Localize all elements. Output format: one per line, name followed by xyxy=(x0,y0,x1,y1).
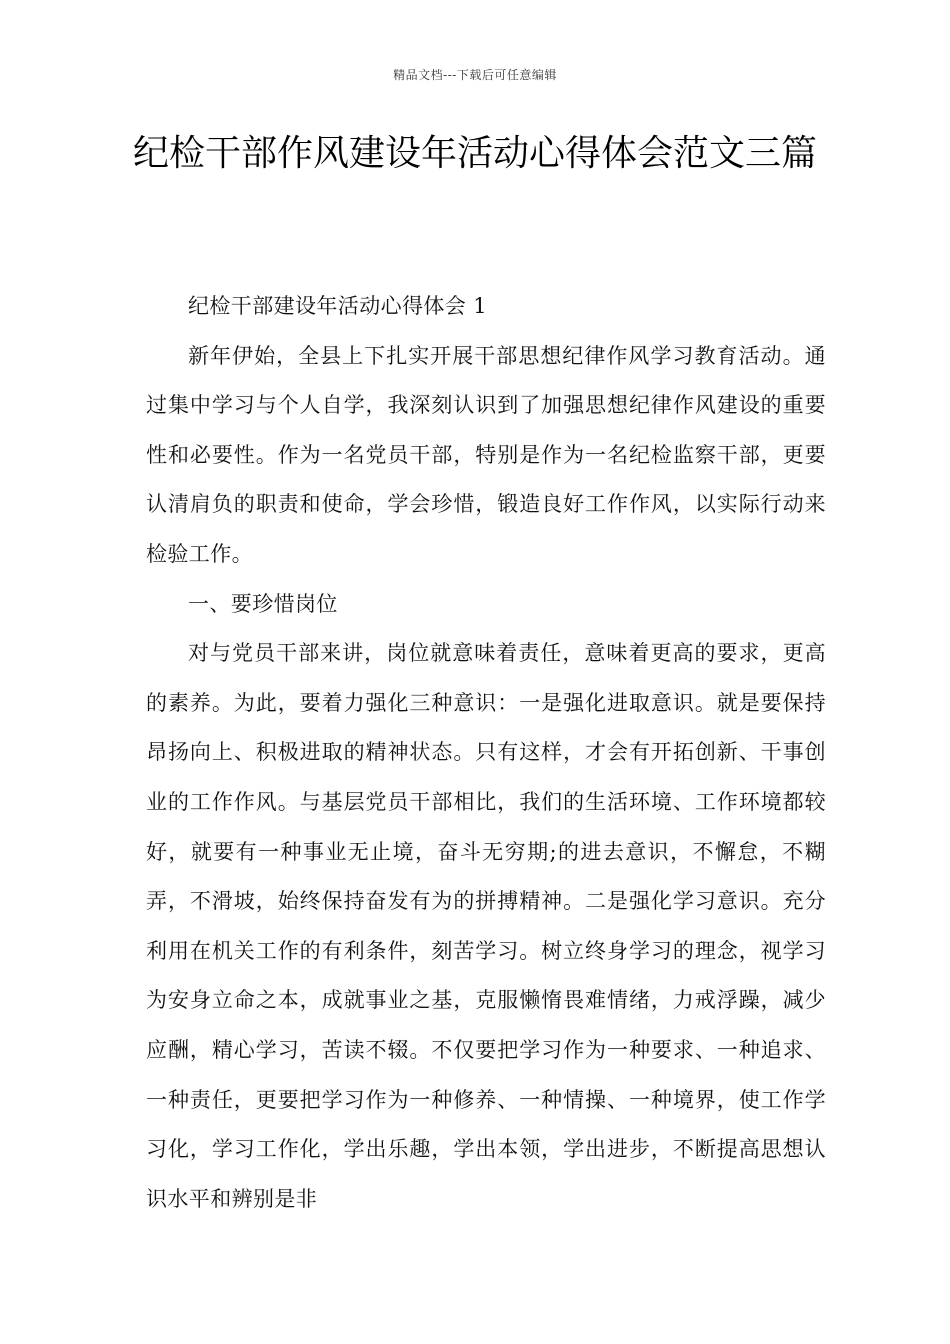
section-heading: 一、要珍惜岗位 xyxy=(188,591,338,616)
paragraph-body: 对与党员干部来讲，岗位就意味着责任，意味着更高的要求，更高的素养。为此，要着力强化三种意识：一是强化进取意识。就是要保持昂扬向上、积极进取的精神状态。只有这样，才会有开拓创新、干事创业的工作作风。与基层党员干部相比，我们的生活环境、工作环境都较好，就要有一种事业无止境，奋斗无穷期;的进去意识，不懈怠，不糊弄，不滑坡，始终保持奋发有为的拼搏精神。二是强化学习意识。充分利用在机关工作的有利条件，刻苦学习。树立终身学习的理念，视学习为安身立命之本，成就事业之基，克服懒惰畏难情绪，力戒浮躁，减少应酬，精心学习，苦读不辍。不仅要把学习作为一种要求、一种追求、一种责任，更要把学习作为一种修养、一种情操、一种境界，使工作学习化，学习工作化，学出乐趣，学出本领，学出进步，不断提高思想认识水平和辨别是非 xyxy=(146,641,826,1211)
document-body xyxy=(146,282,826,1224)
header-note: 精品文档---下载后可任意编辑 xyxy=(393,68,557,82)
paragraph-intro: 新年伊始，全县上下扎实开展干部思想纪律作风学习教育活动。通过集中学习与个人自学，我深刻认识到了加强思想纪律作风建设的重要性和必要性。作为一名党员干部，特别是作为一名纪检监察干部，更要认清肩负的职责和使命，学会珍惜，锻造良好工作作风，以实际行动来检验工作。 xyxy=(146,343,826,566)
document-title: 纪检干部作风建设年活动心得体会范文三篇 xyxy=(132,133,817,174)
section-subtitle: 纪检干部建设年活动心得体会 1 xyxy=(188,294,488,318)
